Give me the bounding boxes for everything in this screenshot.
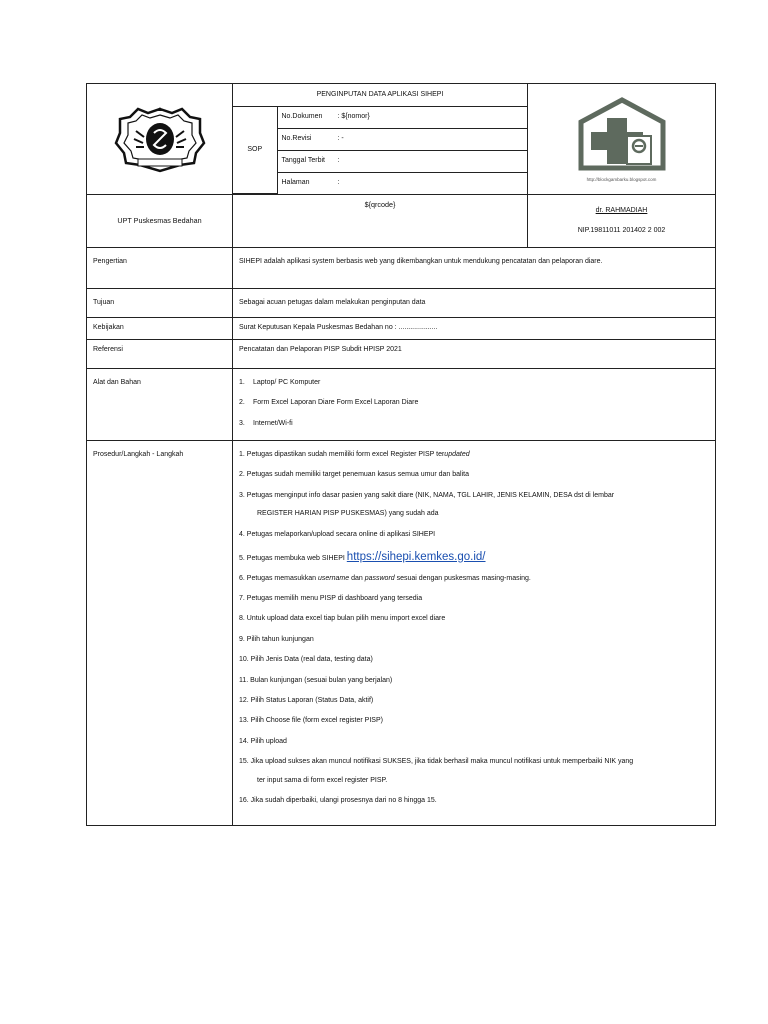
step-3: 3. Petugas menginput info dasar pasien yang sakit diare (NIK, NAMA, TGL LAHIR, JENIS KELAMIN, DESA dst di lembar	[239, 491, 615, 499]
alat-list-cell	[233, 368, 716, 440]
sihepi-link[interactable]: https://sihepi.kemkes.go.id/	[346, 550, 486, 563]
field-label: Tanggal Terbit	[281, 157, 325, 165]
sop-document	[86, 83, 715, 826]
list-item: 3. Internet/Wi-fi	[239, 419, 293, 427]
step-16: 16. Jika sudah diperbaiki, ulangi prosesnya dari no 8 hingga 15.	[239, 797, 437, 804]
right-logo-cell	[528, 84, 716, 195]
step-15: 15. Jika upload sukses akan muncul notifikasi SUKSES, jika tidak berhasil maka muncul notifikasi untuk memperbaiki NIK yang	[239, 758, 634, 766]
sop-table	[86, 83, 716, 826]
step-1: 1. Petugas dipastikan sudah memiliki form excel Register PISP terupdated	[239, 450, 470, 458]
field-halaman	[277, 173, 527, 194]
step-8: 8. Untuk upload data excel tiap bulan pilih menu import excel diare	[239, 615, 446, 623]
field-label: No.Dokumen	[281, 113, 323, 121]
left-logo-cell	[87, 84, 233, 195]
sop-label: SOP	[233, 107, 277, 194]
step-4: 4. Petugas melaporkan/upload secara online di aplikasi SIHEPI	[239, 530, 436, 538]
signatory-cell	[528, 195, 716, 248]
step-2: 2. Petugas sudah memiliki target penemuan kasus semua umur dan balita	[239, 471, 469, 479]
step-12: 12. Pilih Status Laporan (Status Data, aktif)	[239, 697, 374, 705]
step-7: 7. Petugas memilih menu PISP di dashboard yang tersedia	[239, 595, 423, 603]
list-item: 1. Laptop/ PC Komputer	[239, 378, 321, 386]
signatory-nip: NIP.19811011 201402 2 002	[577, 227, 666, 235]
step-10: 10. Pilih Jenis Data (real data, testing data)	[239, 656, 373, 664]
step-11: 11. Bulan kunjungan (sesuai bulan yang berjalan)	[239, 676, 393, 684]
step-5: 5. Petugas membuka web SIHEPI https://sihepi.kemkes.go.id/	[239, 550, 486, 563]
field-value: :	[337, 157, 340, 165]
field-no-revisi	[277, 129, 527, 151]
pengertian-label: Pengertian	[87, 248, 233, 289]
puskesmas-logo-icon	[577, 96, 667, 172]
list-item: 2. Form Excel Laporan Diare Form Excel Laporan Diare	[239, 399, 419, 407]
header-info-cell	[233, 84, 528, 195]
step-15-continued: ter input sama di form excel register PISP.	[257, 776, 388, 784]
referensi-text: Pencatatan dan Pelaporan PISP Subdit HPISP 2021	[233, 339, 716, 368]
regency-emblem-icon	[110, 103, 210, 173]
signatory-name: dr. RAHMADIAH	[595, 207, 648, 214]
alat-label: Alat dan Bahan	[87, 368, 233, 440]
alat-list	[239, 379, 709, 428]
document-title: PENGINPUTAN DATA APLIKASI SIHEPI	[233, 84, 527, 107]
field-no-dokumen	[277, 107, 527, 129]
org-name: UPT Puskesmas Bedahan	[87, 195, 233, 248]
prosedur-steps	[233, 440, 716, 825]
pengertian-text: SIHEPI adalah aplikasi system berbasis web yang dikembangkan untuk mendukung pencatatan dan pelaporan diare.	[233, 248, 716, 289]
referensi-label: Referensi	[87, 339, 233, 368]
header-info-table	[233, 84, 527, 194]
step-13: 13. Pilih Choose file (form excel register PISP)	[239, 717, 383, 725]
field-label: No.Revisi	[281, 135, 312, 143]
tujuan-text: Sebagai acuan petugas dalam melakukan penginputan data	[233, 289, 716, 318]
step-9: 9. Pilih tahun kunjungan	[239, 635, 314, 643]
kebijakan-label: Kebijakan	[87, 318, 233, 339]
tujuan-label: Tujuan	[87, 289, 233, 318]
field-value: :	[337, 179, 340, 187]
logo-source-url: http://blockgambarku.blogspot.com	[586, 176, 657, 182]
qrcode-placeholder: ${qrcode}	[233, 195, 528, 248]
step-14: 14. Pilih upload	[239, 737, 287, 745]
step-3-continued: REGISTER HARIAN PISP PUSKESMAS) yang sudah ada	[257, 510, 439, 518]
field-label: Halaman	[281, 179, 310, 187]
kebijakan-text: Surat Keputusan Kepala Puskesmas Bedahan no : ....................	[233, 318, 716, 339]
step-6: 6. Petugas memasukkan username dan password sesuai dengan puskesmas masing-masing.	[239, 574, 531, 582]
field-value: : ${nomor}	[337, 113, 370, 121]
field-tanggal-terbit	[277, 151, 527, 173]
prosedur-label: Prosedur/Langkah - Langkah	[87, 440, 233, 825]
field-value: : -	[337, 135, 344, 143]
